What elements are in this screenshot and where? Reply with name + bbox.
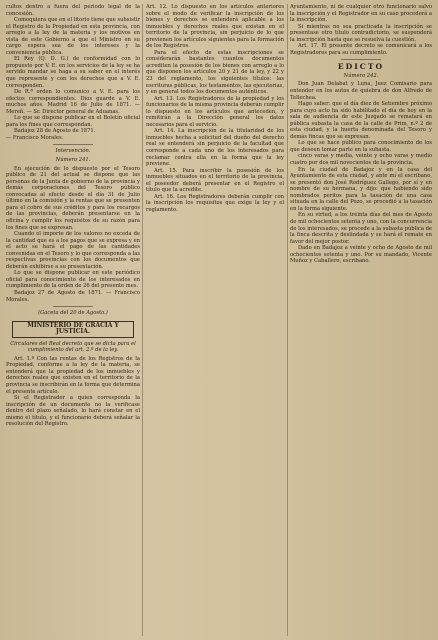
paragraph: Lo que se dispone publicar en el Boletín oficial para los fines que correspondan. — [6, 115, 140, 128]
divider — [53, 144, 93, 145]
paragraph: cultos dentro a fuera del periodo legal de la concesión. — [6, 4, 140, 17]
paragraph: Don Juan Delabat y Luna, Juez Comisario para entender en los autos de quiebra de don Alfredo de Tellechea. — [290, 81, 432, 101]
paragraph: Lo que se hace público para conocimiento de los que deseen tomar parte en la subasta. — [290, 140, 432, 153]
paragraph: Art. 16. Los Registradores deberán cumplir con la inscripción los requisitos que exige la ley y el reglamento. — [146, 193, 284, 213]
paragraph: Si mientras no sea practicada la inscripción se presentase otro título contradictorio, se suspenderá la inscripción hasta que se resuelva la cuestión. — [290, 23, 432, 43]
paragraph: Art. 1.º Con las rentas de los Registros de la Propiedad, conforme a la ley de la materia, se entenderá que la propiedad de los inmuebles y derechos reales que existen en el territorio de la provincia se inscribirán en la forma que determina el presente artículo. — [6, 355, 140, 395]
date-line: Badajoz 28 de Agosto de 1871. — [14, 128, 96, 135]
paragraph: Art. 17. El presente decreto se comunicará a los Registradores para su cumplimiento. — [290, 43, 432, 56]
paragraph: Para el efecto de estas inscripciones se considerarán bastantes cuantos documentos acrediten la posesión de los bienes con arreglo a lo que disponen los artículos 20 y 21 de la ley, y 22 y 23 del reglamento, los siguientes títulos: las escrituras públicas, los testamentos, las ejecutorias, y en general todos los documentos auténticos. — [146, 49, 284, 96]
divider — [53, 306, 93, 307]
paragraph: Badajoz 27 de Agosto de 1871. — Francisco Morales. — [6, 289, 140, 303]
column-divider — [142, 4, 143, 636]
divider — [341, 59, 381, 60]
section-heading: Intervención. — [55, 148, 91, 155]
paragraph: En la ciudad de Badajoz y en la casa del Ayuntamiento de esta ciudad, y ante mí el escribano, se presentó don José Rodríguez Gallego, por sí y en nombre de su hermana, y dijo: que habiendo sido nombrados peritos para la tasación de una casa situada en la calle del Pozo, se procedió a la tasación en la forma siguiente. — [290, 166, 432, 212]
paragraph: Comoquiera que en el litorio tiene que subsistir el Registro de la Propiedad en esta provincia, con arreglo a la ley de la materia y los motivos en vista de este Gobierno a que el Ministro en su cargo espera sea de los intereses y la conveniencia pública. — [6, 17, 140, 56]
signature: — Francisco Morales. — [6, 134, 64, 141]
paragraph: En su virtud, a los treinta días del mes de Agosto de mil ochocientos setenta y uno, con la concurrencia de los interesados, se procede a la subasta pública de la finca descrita y deslindada y se hará el remate en favor del mejor postor. — [290, 212, 432, 245]
paragraph: Ayuntamiento, ni de cualquier otro funcionario salvo la inscripción y el Registrador en su caso procederá a la inscripción. — [290, 4, 432, 24]
gazette-note: (Gaceta del 20 de Agosto.) — [38, 310, 108, 317]
paragraph: Art. 14. La inscripción de la titularidad de los inmuebles hecha a solicitud del dueño del derecho real se entenderá sin perjuicio de la facultad que corresponde a cada uno de los interesados para reclamar contra ella en la forma que la ley previene. — [146, 128, 284, 168]
paragraph: Si el Registrador a quien corresponda la inscripción de un documento no la verificase dentro del plazo señalado, lo hará constar en el mismo el título, y el funcionario deberá señalar la resolución del Registro. — [6, 395, 140, 428]
paragraph: Hago saber: que el día diez de Setiembre próximo para cuyo acto ha sido habilitado el día de hoy en la sala de audiencia de este Juzgado se rematará en pública subasta la casa de la calle de Prim, n.º 2 de esta ciudad, y la huerta denominada del Tesoro y demás fincas que se expresan. — [290, 101, 432, 140]
paragraph: Cuando el importe de los valores no exceda de la cantidad que es a los pagos que se expresa y en el acto se hará el pago de las cantidades convenidas en el Tesoro y lo que corresponda a las respectivas provincias con los documentos que deberán exhibirse a su presentación. — [6, 231, 140, 270]
column-left — [6, 4, 140, 636]
column-middle — [146, 4, 284, 636]
paragraph: Art. 12. Lo dispuesto en los artículos anteriores sobre el modo de verificar la inscripción de los bienes y derechos se entenderá aplicable a los inmuebles y derechos reales que existan en el territorio de la provincia, sin perjuicio de lo que previenen los artículos siguientes para la formación de los Registros. — [146, 4, 284, 50]
paragraph: En ejecución de lo dispuesto por el Tesoro público de 21 del actual se dispone que las personas de la Junta de gobierno de la provincia y demás corporaciones del Tesoro público convocadas al efecto desde el día 31 de Julio último en la comisión y la rentas que se presenten para el cobro de sus créditos y para los recargos de las provincias, deberán presentarse en la oficina y cumplir los requisitos de su razón para los fines que se expresan. — [6, 165, 140, 231]
edict-title: EDICTO — [337, 62, 385, 72]
column-divider — [287, 4, 288, 636]
paragraph: El Rey (Q. D. G.) de conformidad con lo propuesto por V. E. en los servicios de la ley se ha servido mandar se haga a su saber en el interés que represente y con los derechos que a V. E. corresponden. — [6, 56, 140, 89]
paragraph: Art. 15. Para inscribir la posesión de los inmuebles situados en el territorio de la provincia, el poseedor deberá presentar en el Registro el título que la acredite. — [146, 167, 284, 194]
paragraph: Dado en Badajoz a veinte y ocho de Agosto de mil ochocientos setenta y uno. Por su mandado, Vicente Muñoz y Caballero, escribano. — [290, 245, 432, 265]
edict-number: Número 242. — [343, 72, 379, 79]
ministry-subtitle: Circulares del Real decreto que se dicta para el cumplimiento del art. 2.º de la ley. — [10, 340, 136, 354]
paragraph: Art. 13. Los Registradores de la propiedad y los funcionarios de la misma provincia deberán cumplir lo dispuesto en los artículos que anteceden, y remitirán a la Dirección general los datos necesarios para el servicio. — [146, 95, 284, 128]
ministry-header: MINISTERIO DE GRACIA Y JUSTICIA. — [12, 321, 134, 338]
column-right — [290, 4, 432, 636]
paragraph: cinco varas y media, veinte y ocho varas y medio cuatro por dos mil novecientos de la provincia. — [290, 153, 432, 167]
paragraph: Lo que se dispone publicar en este periódico oficial para conocimiento de los interesados en cumplimiento de la orden de 26 del presente mes. — [6, 270, 140, 290]
paragraph: De R.ª orden lo comunico a V. E. para los efectos correspondientes. Dios guarde a V. E. muchos años. Madrid 16 de Julio de 1871. — Mereñ. — Sr. Director general de Aduanas. — [6, 89, 140, 115]
announcement-number: Número 241. — [55, 157, 91, 164]
